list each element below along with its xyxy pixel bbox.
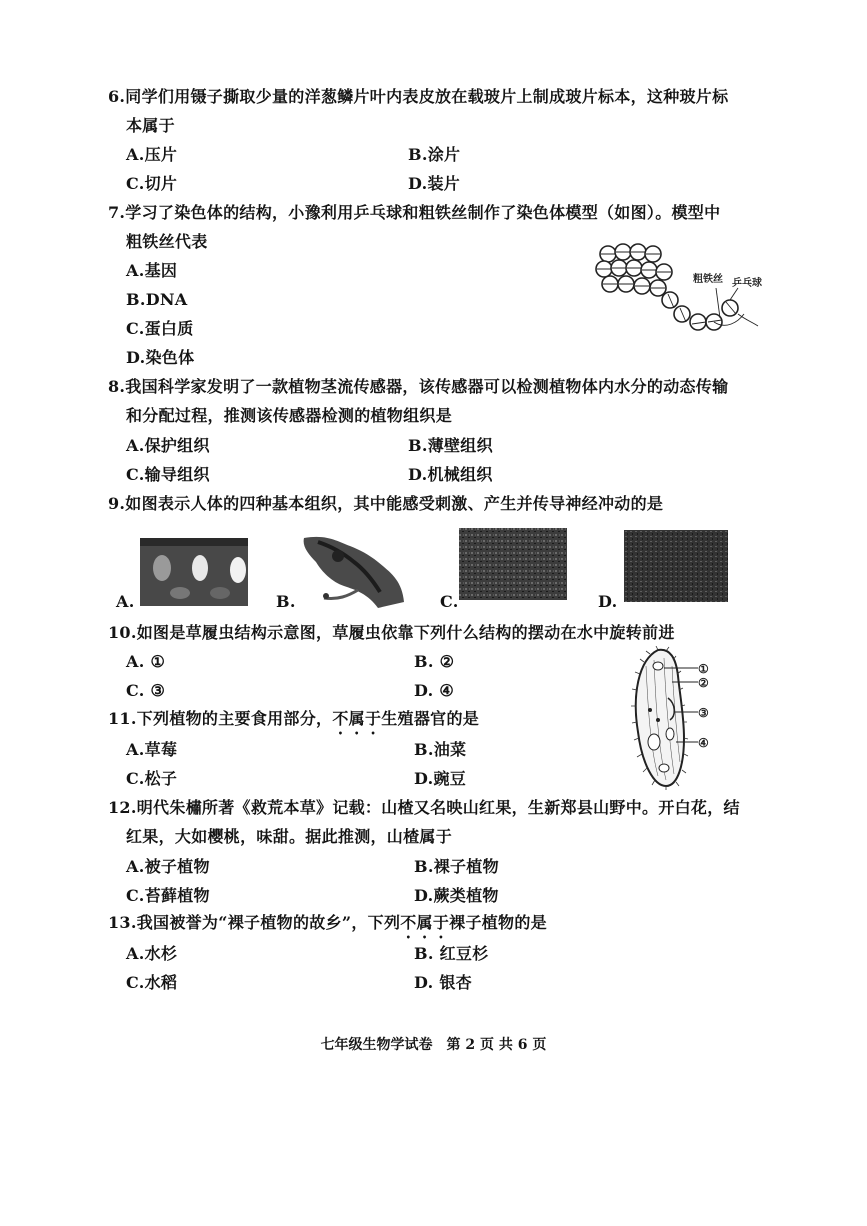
q8-option-c: C.输导组织	[126, 465, 210, 484]
q9-label-a: A.	[116, 592, 135, 611]
q9-label-b: B.	[276, 592, 296, 611]
q12-option-a: A.被子植物	[126, 857, 210, 876]
q13-text-pre: 13.我国被誉为“裸子植物的故乡”，下列	[108, 913, 401, 932]
q8-line2: 和分配过程，推测该传感器检测的植物组织是	[126, 406, 453, 425]
q8-option-d: D.机械组织	[408, 465, 493, 484]
q11-option-b: B.油菜	[414, 740, 467, 759]
paramecium-label-3: ③	[698, 706, 709, 720]
q7-option-c: C.蛋白质	[126, 319, 194, 338]
q11-option-a: A.草莓	[126, 740, 178, 759]
q6-option-b: B.涂片	[408, 145, 461, 164]
tissue-image-c	[459, 528, 567, 600]
q7-line1: 7.学习了染色体的结构，小豫利用乒乓球和粗铁丝制作了染色体模型（如图）。模型中	[108, 203, 721, 222]
tissue-image-a	[140, 538, 248, 606]
q11-option-d: D.豌豆	[414, 769, 467, 788]
q9-label-d: D.	[598, 592, 618, 611]
paramecium-label-2: ②	[698, 676, 709, 690]
q11-line1	[108, 709, 479, 738]
q9-label-c: C.	[440, 592, 459, 611]
q11-text-pre: 11.下列植物的主要食用部分，	[108, 709, 333, 728]
q13-option-a: A.水杉	[126, 944, 178, 963]
q6-option-d: D.装片	[408, 174, 461, 193]
tissue-image-b	[298, 532, 406, 610]
paramecium-figure	[628, 646, 718, 790]
q13-text-post: 裸子植物的是	[449, 913, 547, 932]
tissue-image-d	[624, 530, 728, 602]
q13-line1	[108, 913, 547, 942]
q7-line2: 粗铁丝代表	[126, 232, 208, 251]
q8-option-a: A.保护组织	[126, 436, 210, 455]
paramecium-label-1: ①	[698, 662, 709, 676]
q10-option-b: B. ②	[414, 652, 455, 671]
chromosome-model-figure	[588, 238, 773, 340]
q12-option-c: C.苔藓植物	[126, 886, 210, 905]
q11-text-emphasis: 不属于	[332, 709, 382, 728]
q12-line2: 红果，大如樱桃，味甜。据此推测，山楂属于	[126, 827, 453, 846]
q9-line1: 9.如图表示人体的四种基本组织，其中能感受刺激、产生并传导神经冲动的是	[108, 494, 664, 513]
q6-option-a: A.压片	[126, 145, 178, 164]
q7-option-d: D.染色体	[126, 348, 195, 367]
q13-option-b: B. 红豆杉	[414, 944, 489, 963]
q12-line1: 12.明代朱橚所著《救荒本草》记载：山楂又名映山红果，生新郑县山野中。开白花，结	[108, 798, 740, 817]
q6-option-c: C.切片	[126, 174, 178, 193]
q13-text-emphasis: 不属于	[400, 913, 450, 932]
q10-option-c: C. ③	[126, 681, 166, 700]
paramecium-label-4: ④	[698, 736, 709, 750]
q11-option-c: C.松子	[126, 769, 178, 788]
page-footer: 七年级生物学试卷 第 2 页 共 6 页	[320, 1037, 547, 1053]
label-ping-pong: 乒乓球	[732, 278, 762, 289]
q12-option-d: D.蕨类植物	[414, 886, 499, 905]
q10-option-d: D. ④	[414, 681, 454, 700]
q12-option-b: B.裸子植物	[414, 857, 499, 876]
q13-option-d: D. 银杏	[414, 973, 472, 992]
q11-text-post: 生殖器官的是	[381, 709, 480, 728]
q13-option-c: C.水稻	[126, 973, 178, 992]
label-thick-wire: 粗铁丝	[693, 274, 723, 285]
q7-option-a: A.基因	[126, 261, 178, 280]
q8-option-b: B.薄壁组织	[408, 436, 493, 455]
q10-option-a: A. ①	[126, 652, 166, 671]
q6-line2: 本属于	[126, 116, 175, 135]
q6-line1: 6.同学们用镊子撕取少量的洋葱鳞片叶内表皮放在载玻片上制成玻片标本，这种玻片标	[108, 87, 729, 106]
q8-line1: 8.我国科学家发明了一款植物茎流传感器，该传感器可以检测植物体内水分的动态传输	[108, 377, 729, 396]
q10-line1: 10.如图是草履虫结构示意图，草履虫依靠下列什么结构的摆动在水中旋转前进	[108, 623, 675, 642]
q7-option-b: B.DNA	[126, 290, 188, 309]
